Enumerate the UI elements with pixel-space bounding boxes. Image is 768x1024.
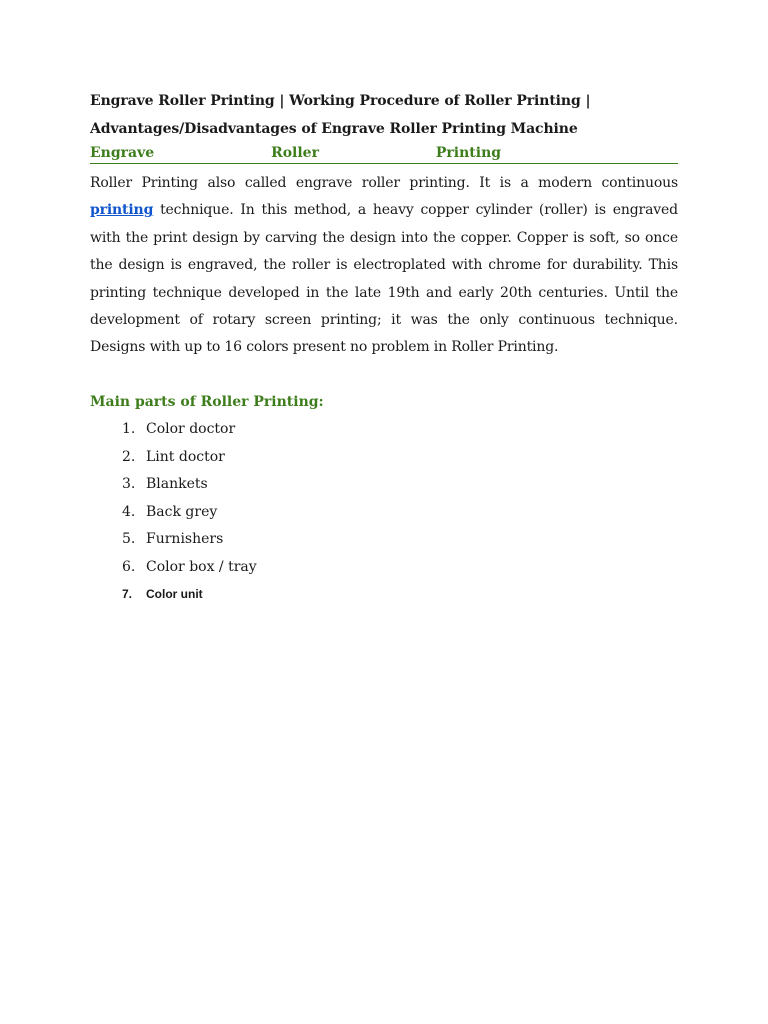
- document-page: [90, 88, 678, 607]
- title-line-2: Advantages/Disadvantages of Engrave Roller Printing Machine: [90, 120, 578, 137]
- list-item: [90, 444, 678, 472]
- printing-link[interactable]: printing: [90, 202, 154, 219]
- list-number: 4.: [122, 503, 136, 520]
- list-item-label: Color box / tray: [146, 558, 257, 575]
- list-item: [90, 416, 678, 444]
- intro-text-before: Roller Printing also called engrave roller printing. It is a modern continuous: [90, 175, 678, 191]
- list-item-label: Furnishers: [146, 531, 224, 548]
- heading-spacer: [618, 143, 678, 163]
- list-item: [90, 554, 678, 582]
- intro-text-after: technique. In this method, a heavy copper cylinder (roller) is engraved with the print design by carving the design into the copper. Copper is soft, so once the design is engraved, the roller is electroplated with chrome for durability. This printing technique developed in the late 19th and early 20th centuries. Until the development of rotary screen printing; it was the only continuous technique. Designs with up to 16 colors present no problem in Roller Printing.: [90, 202, 678, 356]
- section-heading-word: Roller: [271, 145, 319, 161]
- list-number: 7.: [122, 587, 133, 602]
- list-item-label: Blankets: [146, 476, 208, 493]
- list-number: 2.: [122, 448, 136, 465]
- list-item-label: Color unit: [146, 587, 203, 602]
- section-heading: [90, 143, 678, 164]
- document-title: [90, 88, 678, 143]
- list-item-label: Color doctor: [146, 421, 236, 438]
- section-heading-word: Printing: [435, 145, 502, 161]
- list-item-label: Lint doctor: [146, 448, 225, 465]
- list-number: 1.: [122, 421, 136, 438]
- section-heading-word: Engrave: [90, 145, 155, 161]
- list-item: [90, 471, 678, 499]
- list-item: [90, 499, 678, 527]
- parts-list: [90, 416, 678, 607]
- parts-heading: Main parts of Roller Printing:: [90, 393, 324, 410]
- list-number: 3.: [122, 476, 136, 493]
- list-number: 5.: [122, 531, 136, 548]
- list-number: 6.: [122, 558, 136, 575]
- title-line-1: Engrave Roller Printing | Working Procedure of Roller Printing |: [90, 93, 591, 109]
- list-item: [90, 526, 678, 554]
- list-item: [90, 581, 678, 607]
- intro-paragraph: [90, 170, 678, 362]
- list-item-label: Back grey: [146, 503, 218, 520]
